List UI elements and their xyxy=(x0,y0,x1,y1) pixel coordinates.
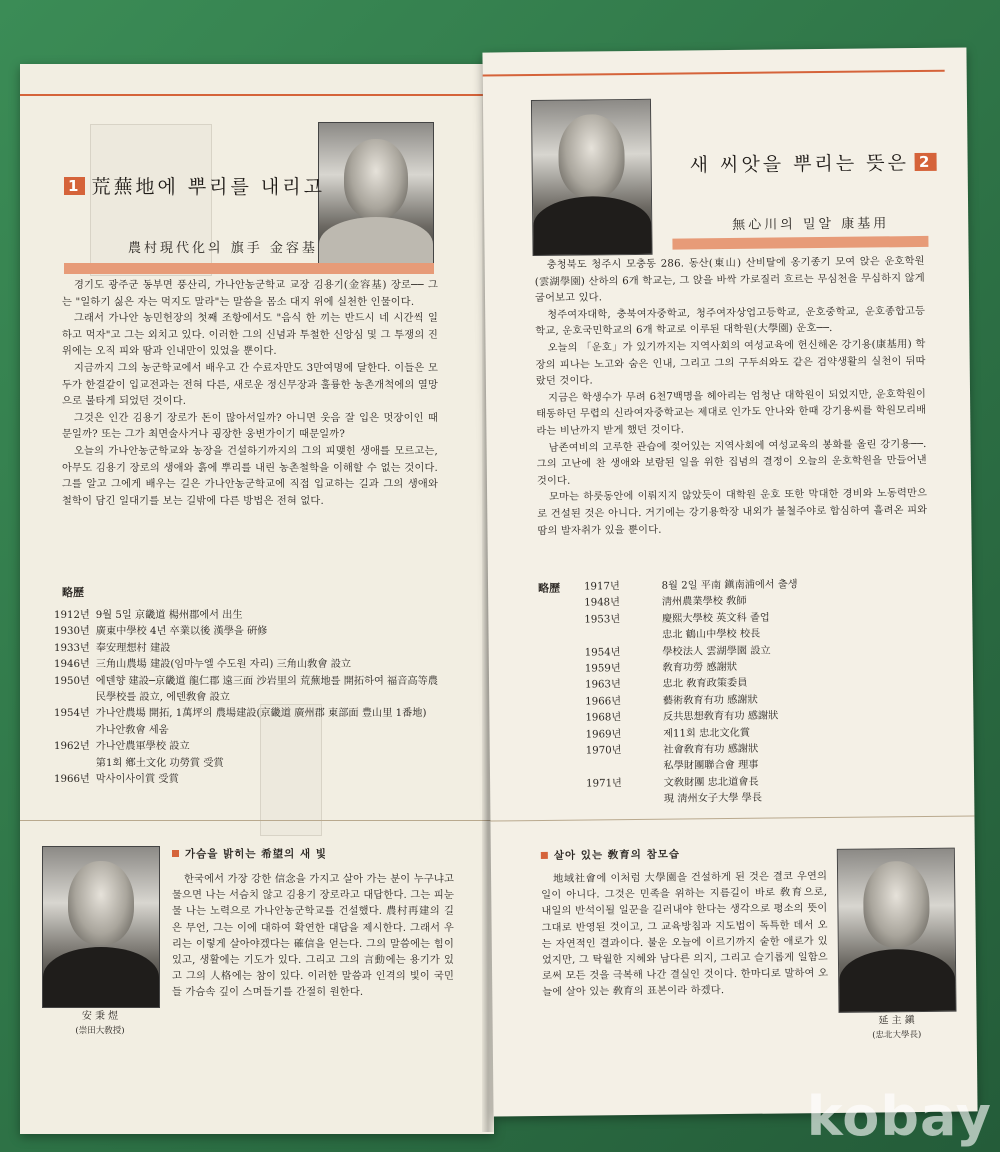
section-divider xyxy=(20,820,494,821)
title-bar xyxy=(64,263,434,274)
portrait-photo xyxy=(531,99,653,256)
career-desc: 에덴향 建設─京畿道 龍仁郡 遠三面 沙岩里의 荒蕪地를 開拓하여 福音高等農民學校를 設立, 에덴敎會 設立 xyxy=(95,675,438,704)
career-year: 1968년 xyxy=(585,712,622,724)
caption-affiliation: (忠北大學長) xyxy=(872,1030,922,1041)
career-year: 1948년 xyxy=(584,597,621,609)
career-year: 1963년 xyxy=(585,679,621,691)
paragraph: 그래서 가나안 농민헌장의 첫째 조항에서도 "음식 한 끼는 반드시 네 시간씩 일하고 먹자"고 그는 외치고 있다. 이러한 그의 신념과 투철한 신앙심 및 그 투쟁의 진 위에는 오직 피와 땀과 인내만이 있었을 뿐이다. xyxy=(62,313,438,358)
right-page xyxy=(482,47,977,1116)
caption-name: 安 秉 煜 xyxy=(81,1011,119,1022)
career-year: 1962년 xyxy=(54,741,90,753)
career-desc: 忠北 敎育政策委員 xyxy=(662,678,748,691)
career-year: 1966년 xyxy=(585,695,622,708)
paragraph: 충청북도 청주시 모충동 286. 동산(東山) 산비탈에 옹기종기 모여 앉은 운호학원(雲湖學園) 산하의 6개 학교는, 그 앉을 바싹 가로질러 흐르는 무심천을 무심하지 않게 굽어보고 있다. xyxy=(534,255,925,305)
career-desc: 學校法人 雲湖學園 設立 xyxy=(662,645,771,658)
career-row xyxy=(54,624,438,640)
left-page xyxy=(20,64,494,1134)
career-desc: 慶熙大學校 英文科 졸업 忠北 鶴山中學校 校長 xyxy=(661,612,770,641)
tribute-paragraph: 한국에서 가장 강한 信念을 가지고 살아 가는 분이 누구냐고 물으면 나는 서슴치 않고 김용기 장로라고 대답한다. 그는 피눈물 나는 노력으로 가나안농군학교를 건설했다. 農村再建의 길은 무언, 그는 이에 대하여 확연한 대답을 제시한다. 그래서 우리는 이렇게 살아야겠다는 確信을 얻는다. 그의 말씀에는 힘이 있고, 생활에는 기도가 있다. 그리고 그의 言動에는 용기가 있고 그의 人格에는 참이 있다. 이러한 말씀과 인격의 빛이 국민들 가슴속 깊이 스며들기를 간절히 원한다. xyxy=(172,874,454,999)
career-year: 1917년 xyxy=(583,581,620,593)
portrait-photo xyxy=(318,122,434,272)
tribute-text xyxy=(541,869,828,1002)
career-row xyxy=(586,773,916,809)
paragraph: 오늘의 「운호」가 있기까지는 지역사회의 여성교육에 헌신해온 강기용(康基用) 학장의 피나는 노고와 숨은 인내, 그리고 그의 구두쇠와도 같은 검약생활의 실천이 뒤따랐던 것이다. xyxy=(535,338,926,388)
top-rule xyxy=(20,94,494,96)
career-desc: 가나안農軍學校 設立 第1회 鄕土文化 功勞賞 受賞 xyxy=(95,741,224,769)
career-row xyxy=(54,739,438,772)
article-title xyxy=(64,172,325,199)
section-heading-text: 가슴을 밝히는 希望의 새 빛 xyxy=(185,848,327,860)
career-year: 1969년 xyxy=(585,728,622,741)
career-year: 1954년 xyxy=(54,708,90,720)
career-year: 1930년 xyxy=(54,626,90,638)
paragraph: 모마는 하룻동안에 이뤄지지 않았듯이 대학원 운호 또한 막대한 경비와 노동력만으로 건설된 것은 아니다. 거기에는 강기용학장 내외가 불철주야로 합심하여 흘려온 피와 땀의 발자취가 있을 뿐이다. xyxy=(537,488,928,537)
career-desc: 廣東中學校 4년 卒業以後 漢學을 硏修 xyxy=(95,626,268,638)
square-bullet-icon xyxy=(172,850,179,857)
caption-affiliation: (崇田大敎授) xyxy=(75,1026,125,1036)
paragraph: 그것은 인간 김용기 장로가 돈이 많아서일까? 아니면 웃음 잘 입은 멋장이인 때문일까? 또는 그가 최면술사거나 굉장한 웅변가이기 때문일까? xyxy=(62,412,438,441)
career-desc: 藝術敎育有功 感謝狀 xyxy=(662,694,758,707)
career-desc: 敎育功勞 感謝狀 xyxy=(662,661,738,674)
career-label: 略歷 xyxy=(537,581,561,596)
tribute-text xyxy=(172,872,454,1002)
paragraph: 지금까지 그의 농군학교에서 배우고 간 수료자만도 3만여명에 달한다. 이들은 모두가 한결같이 입교전과는 전혀 다른, 새로운 정신무장과 훌륭한 농촌개척에의 열망으로 불타게 되었던 것이다. xyxy=(62,362,438,408)
section-divider xyxy=(490,815,974,821)
career-year: 1966년 xyxy=(54,774,90,786)
career-desc: 反共思想敎育有功 感謝狀 xyxy=(662,710,779,723)
article-title xyxy=(689,148,936,178)
article-body xyxy=(535,254,928,540)
square-bullet-icon xyxy=(541,852,548,859)
career-year: 1971년 xyxy=(586,778,622,790)
section-heading xyxy=(172,846,327,861)
title-number: 2 xyxy=(915,153,937,171)
career-row xyxy=(54,674,438,707)
career-table xyxy=(584,576,916,809)
career-year: 1933년 xyxy=(54,642,90,654)
career-row xyxy=(54,706,438,739)
byline: 無心川의 밀알 康基用 xyxy=(732,216,890,233)
career-desc: 奉安理想村 建設 xyxy=(95,642,171,654)
caption-name: 延 主 鎭 xyxy=(878,1015,915,1027)
career-year: 1950년 xyxy=(54,675,90,687)
byline: 農村現代化의 旗手 金容基 xyxy=(128,241,318,256)
career-desc: 文敎財團 忠北道會長 現 淸州女子大學 學長 xyxy=(663,776,763,805)
career-row xyxy=(586,740,916,776)
career-year: 1946년 xyxy=(54,659,90,671)
tribute-paragraph: 地域社會에 이처럼 大學園을 건설하게 된 것은 결코 우연의 일이 아니다. 그것은 민족을 위하는 지름길이 바로 敎育으로, 내일의 반석이될 일꾼을 길러내야 한다는 생각으로 평소의 뜻이 그대로 반영된 것이고, 그 교육방침과 지도법이 독특한 데서 오는 자연적인 결과이다. 불운 오늘에 이르기까지 숱한 애로가 있었지만, 그 탁월한 지혜와 남다른 의지, 그리고 슬기롭게 일함으로써 모든 것을 극복해 나간 결실인 것이다. 한마디로 말하여 오늘에 살아 있는 敎育의 표본이라 하겠다. xyxy=(541,870,829,999)
title-number: 1 xyxy=(64,177,85,195)
article-body xyxy=(62,278,438,510)
career-desc: 가나안農場 開拓, 1萬坪의 農場建設(京畿道 廣州郡 東部面 豊山里 1番地) 가나안敎會 세움 xyxy=(95,708,427,736)
section-heading-text: 살아 있는 敎育의 참모습 xyxy=(553,848,681,862)
career-row xyxy=(54,772,438,788)
title-text: 새 씨앗을 뿌리는 뜻은 xyxy=(689,152,910,177)
paragraph: 오늘의 가나안농군학교와 농장을 건설하기까지의 그의 피맺힌 생애를 모르고는, 아무도 김용기 장로의 생애와 흙에 뿌리를 내린 농촌철학을 이해할 수 없는 것이다. 그를 알고 그에게 배우는 길은 가나안농군학교에 직접 입교하는 길과 그의 생애와 철학이 담긴 일대기를 보는 길밖에 다른 방법은 전혀 없다. xyxy=(62,445,438,507)
career-row xyxy=(54,608,438,624)
career-desc: 8월 2일 平南 鎭南浦에서 출생 xyxy=(661,579,798,592)
paragraph: 청주여자대학, 충북여자중학교, 청주여자상업고등학교, 운호중학교, 운호종합고등학교, 운호국민학교의 6개 학교로 이루된 대학원(大學園) 운호──. xyxy=(535,305,926,338)
career-desc: 社會敎育有功 感謝狀 私學財團聯合會 理事 xyxy=(663,743,759,773)
career-desc: 9월 5일 京畿道 楊州郡에서 出生 xyxy=(95,610,243,621)
career-table xyxy=(54,608,438,788)
portrait-photo xyxy=(837,848,957,1013)
portrait-caption xyxy=(42,1010,158,1038)
top-rule xyxy=(483,70,945,77)
portrait-caption xyxy=(839,1014,955,1043)
career-desc: 막사이사이賞 受賞 xyxy=(95,774,179,786)
career-year: 1970년 xyxy=(585,745,622,757)
career-label: 略歷 xyxy=(62,586,84,599)
paragraph: 경기도 광주군 동부면 풍산리, 가나안농군학교 교장 김용기(金容基) 장로── 그는 "일하기 싫은 자는 먹지도 말라"는 말씀을 몸소 대지 위에 실천한 인물이다. xyxy=(62,280,438,308)
portrait-photo xyxy=(42,846,160,1008)
career-year: 1953년 xyxy=(584,613,621,626)
career-year: 1959년 xyxy=(584,663,621,675)
career-year: 1912년 xyxy=(54,610,90,621)
career-desc: 三角山農場 建設(임마누엘 수도원 자리) 三角山敎會 設立 xyxy=(95,659,352,671)
career-row xyxy=(54,657,438,673)
career-row xyxy=(584,609,914,645)
title-bar xyxy=(672,236,928,250)
paragraph: 남존여비의 고루한 관습에 젖어있는 지역사회에 여성교육의 봉화를 올린 강기용──. 그의 고난에 찬 생애와 보람된 일을 위한 집념의 결정이 오늘의 운호학원을 만들어낸 것이다. xyxy=(536,438,927,487)
paragraph: 지금은 학생수가 무려 6천7백명을 헤아리는 엄청난 대학원이 되었지만, 운호학원이 태동하던 무렵의 신라여자중학교는 제대로 인가도 안나와 한때 강기용씨를 학원모리배라는 비난까지 받게 했던 것이다. xyxy=(536,388,927,437)
career-desc: 淸州農業學校 敎師 xyxy=(661,596,747,609)
title-text: 荒蕪地에 뿌리를 내리고 xyxy=(91,176,325,198)
career-row xyxy=(54,641,438,657)
watermark: kobay xyxy=(806,1085,992,1148)
career-desc: 제11회 忠北文化賞 xyxy=(663,727,751,740)
career-year: 1954년 xyxy=(584,646,621,659)
section-heading xyxy=(541,847,680,863)
